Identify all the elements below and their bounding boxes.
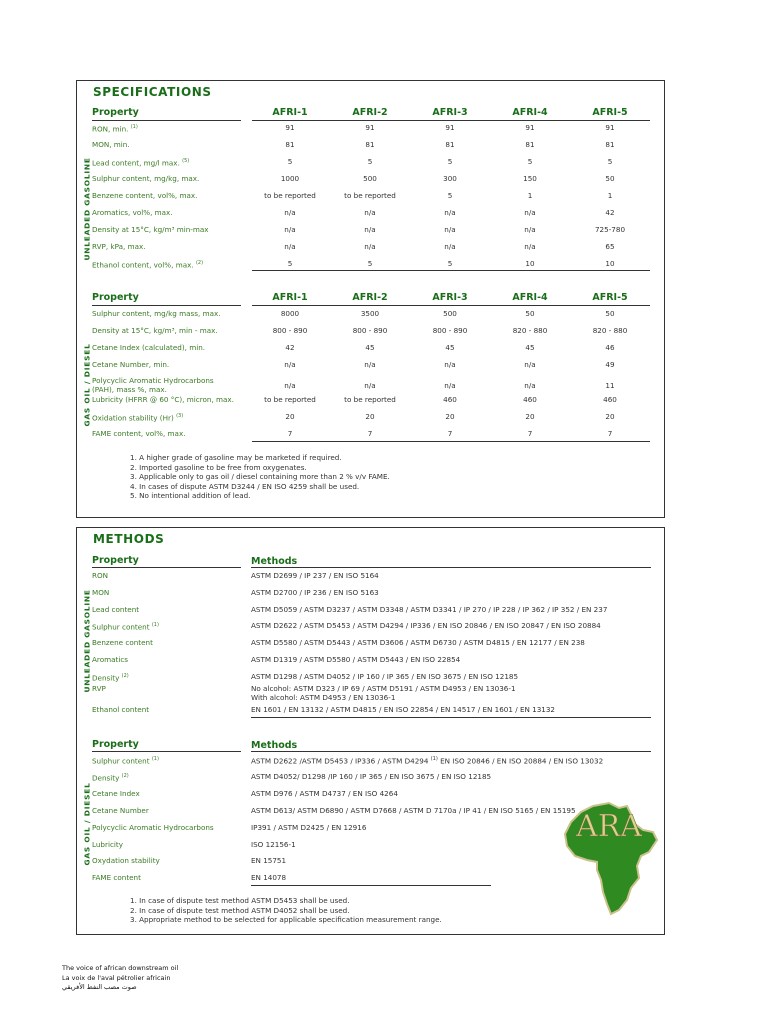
property-label-text: Benzene content — [92, 638, 153, 647]
value-cell: n/a — [284, 225, 296, 234]
value-cell: 20 — [445, 412, 455, 421]
property-label-text: RVP, kPa, max. — [92, 242, 146, 251]
value-cell: 91 — [445, 123, 455, 132]
value-cell: 5 — [287, 157, 293, 166]
property-label-text: Lead content, mg/l max. — [92, 158, 180, 168]
property-label — [92, 140, 130, 149]
header-rule — [92, 120, 241, 121]
specifications-panel — [76, 80, 665, 518]
value-cell: 65 — [605, 242, 615, 251]
property-label — [92, 621, 159, 631]
header-rule — [251, 567, 651, 568]
property-label-text: Sulphur content, mg/kg, max. — [92, 174, 200, 183]
method-value: IP391 / ASTM D2425 / EN 12916 — [251, 823, 367, 832]
property-label — [92, 789, 140, 798]
property-label-text: Aromatics, vol%, max. — [92, 208, 173, 217]
value-cell: 3500 — [360, 309, 380, 318]
value-cell: 5 — [447, 157, 453, 166]
value-cell: 500 — [363, 174, 377, 183]
value-cell: 150 — [523, 174, 537, 183]
property-label — [92, 655, 128, 664]
property-label — [92, 638, 153, 647]
value-cell: n/a — [444, 360, 456, 369]
method-value: ISO 12156-1 — [251, 840, 296, 849]
method-value: EN 15751 — [251, 856, 287, 865]
property-label — [92, 571, 108, 580]
value-cell: 49 — [605, 360, 615, 369]
property-label — [92, 376, 214, 394]
value-cell: 50 — [525, 309, 535, 318]
method-text — [251, 672, 518, 681]
footnote-marker: (3) — [176, 413, 184, 419]
property-label-text: MON — [92, 588, 110, 597]
property-header: Property — [92, 555, 139, 566]
property-label — [92, 123, 138, 133]
value-cell: 5 — [527, 157, 533, 166]
note: 1. In case of dispute test method ASTM D5453 shall be used. — [130, 896, 350, 905]
value-cell: n/a — [364, 242, 376, 251]
method-value: EN 1601 / EN 13132 / ASTM D4815 / EN ISO 22854 / EN 14517 / EN 1601 / EN 13132 — [251, 705, 556, 714]
footnote-marker: (2) — [121, 773, 129, 779]
property-header: Property — [92, 292, 139, 303]
value-cell: 5 — [287, 259, 293, 268]
footnote-marker: (1) — [151, 622, 159, 628]
property-label — [92, 157, 189, 167]
methods-notes — [130, 896, 442, 925]
value-cell: n/a — [524, 360, 536, 369]
method-text — [251, 873, 286, 882]
value-cell: 5 — [367, 157, 373, 166]
property-header: Property — [92, 107, 139, 118]
property-label-text: Density — [92, 673, 120, 683]
property-label-text: Cetane Number — [92, 806, 149, 815]
value-cell: n/a — [444, 381, 456, 390]
value-cell: 7 — [287, 429, 293, 438]
property-label — [92, 806, 149, 815]
value-cell: n/a — [524, 208, 536, 217]
value-cell: 460 — [523, 395, 537, 404]
value-cell: 10 — [605, 259, 615, 268]
method-value: ASTM D5580 / ASTM D5443 / ASTM D3606 / ASTM D6730 / ASTM D4815 / EN 12177 / EN 238 — [251, 638, 585, 647]
side-label-diesel: GAS OIL / DIESEL — [82, 343, 92, 427]
value-cell: 81 — [285, 140, 295, 149]
col-header-afri-5: AFRI-5 — [592, 292, 628, 303]
value-cell: 91 — [365, 123, 375, 132]
property-label-text: RON — [92, 571, 109, 580]
footnote-marker: (2) — [195, 260, 204, 266]
value-cell: n/a — [364, 381, 376, 390]
property-label — [92, 856, 160, 865]
value-cell: 1 — [607, 191, 613, 200]
property-label — [92, 873, 141, 882]
property-label-text: Benzene content, vol%, max. — [92, 191, 198, 200]
table-bottom-rule — [251, 885, 491, 886]
property-label — [92, 772, 129, 782]
method-value: No alcohol: ASTM D323 / IP 69 / ASTM D5191 / ASTM D4953 / EN 13036-1 — [251, 684, 516, 693]
property-label-text: Cetane Index — [92, 789, 140, 798]
value-cell: 1000 — [280, 174, 300, 183]
value-cell: 45 — [365, 343, 375, 352]
method-value: EN ISO 20846 / EN ISO 20884 / EN ISO 13032 — [437, 756, 604, 766]
method-text — [251, 823, 366, 832]
property-label-text: (PAH), mass %, max. — [92, 385, 167, 394]
value-cell: 460 — [603, 395, 617, 404]
property-label — [92, 326, 218, 335]
footnote-marker: (1) — [430, 756, 438, 762]
value-cell: 81 — [365, 140, 375, 149]
property-label-text: Polycyclic Aromatic Hydrocarbons — [92, 376, 214, 385]
value-cell: n/a — [524, 381, 536, 390]
ara-logo — [561, 800, 661, 920]
property-label-text: Aromatics — [92, 655, 129, 664]
method-text — [251, 755, 603, 765]
methods-header: Methods — [251, 556, 298, 567]
value-cell: 460 — [443, 395, 457, 404]
value-cell: n/a — [444, 208, 456, 217]
col-header-afri-1: AFRI-1 — [272, 107, 308, 118]
property-label — [92, 412, 183, 422]
note: 5. No intentional addition of lead. — [130, 491, 251, 500]
property-label — [92, 823, 214, 832]
property-label-text: Oxidation stability (Hr) — [92, 413, 174, 423]
value-cell: n/a — [524, 225, 536, 234]
method-text — [251, 638, 585, 647]
method-value: ASTM D5059 / ASTM D3237 / ASTM D3348 / ASTM D3341 / IP 270 / IP 228 / IP 362 / IP 352 / EN 237 — [251, 605, 608, 614]
method-text — [251, 588, 379, 597]
col-header-afri-4: AFRI-4 — [512, 107, 548, 118]
value-cell: 20 — [365, 412, 375, 421]
property-label — [92, 191, 197, 200]
method-text — [251, 856, 286, 865]
property-label — [92, 588, 109, 597]
method-value: ASTM D2700 / IP 236 / EN ISO 5163 — [251, 588, 379, 597]
method-value: ASTM D2622 /ASTM D5453 / IP336 / ASTM D4294 — [251, 756, 429, 766]
property-label — [92, 684, 106, 693]
property-label — [92, 705, 149, 714]
value-cell: n/a — [524, 242, 536, 251]
property-label-text: Ethanol content, vol%, max. — [92, 260, 194, 270]
value-cell: to be reported — [264, 191, 316, 200]
method-value: ASTM D976 / ASTM D4737 / EN ISO 4264 — [251, 789, 398, 798]
property-label — [92, 360, 169, 369]
note: 2. In case of dispute test method ASTM D4052 shall be used. — [130, 905, 350, 915]
note: 2. Imported gasoline to be free from oxygenates. — [130, 462, 307, 472]
value-cell: 42 — [285, 343, 295, 352]
col-header-afri-3: AFRI-3 — [432, 292, 468, 303]
method-value: ASTM D2699 / IP 237 / EN ISO 5164 — [251, 571, 379, 580]
header-rule — [92, 305, 241, 306]
property-label-text: Cetane Number, min. — [92, 360, 170, 369]
col-header-afri-5: AFRI-5 — [592, 107, 628, 118]
property-label-text: FAME content — [92, 873, 141, 882]
value-cell: 10 — [525, 259, 535, 268]
value-cell: 5 — [607, 157, 613, 166]
method-text — [251, 655, 460, 664]
logo-text: ARA — [576, 809, 642, 844]
value-cell: 8000 — [280, 309, 300, 318]
value-cell: 81 — [525, 140, 535, 149]
property-label-text: FAME content, vol%, max. — [92, 429, 186, 438]
methods-header: Methods — [251, 740, 298, 751]
side-label-gasoline: UNLEADED GASOLINE — [82, 157, 92, 261]
value-cell: 820 - 880 — [592, 326, 628, 335]
method-value: ASTM D613/ ASTM D6890 / ASTM D7668 / ASTM D 7170a / IP 41 / EN ISO 5165 / EN 15195 — [251, 806, 576, 815]
value-cell: n/a — [444, 242, 456, 251]
method-text — [251, 605, 607, 614]
method-value: ASTM D1319 / ASTM D5580 / ASTM D5443 / EN ISO 22854 — [251, 655, 461, 664]
specifications-notes — [130, 453, 390, 501]
property-label — [92, 429, 186, 438]
value-cell: 20 — [525, 412, 535, 421]
value-cell: 500 — [443, 309, 457, 318]
property-label — [92, 174, 199, 183]
footnote-marker: (5) — [182, 158, 190, 164]
value-cell: 20 — [285, 412, 295, 421]
value-cell: 91 — [605, 123, 615, 132]
value-cell: 81 — [605, 140, 615, 149]
property-label-text: Lubricity — [92, 840, 123, 849]
value-cell: n/a — [284, 208, 296, 217]
method-text — [251, 840, 296, 849]
value-cell: 7 — [527, 429, 533, 438]
property-label — [92, 840, 123, 849]
value-cell: 725-780 — [594, 225, 626, 234]
value-cell: to be reported — [344, 395, 396, 404]
method-text — [251, 806, 576, 815]
value-cell: 20 — [605, 412, 615, 421]
tagline-ar: صوت مصب النفط الأفريقي — [62, 983, 137, 991]
method-value: With alcohol: ASTM D4953 / EN 13036-1 — [251, 693, 396, 702]
method-value: ASTM D2622 / ASTM D5453 / ASTM D4294 / IP336 / EN ISO 20846 / EN ISO 20847 / EN ISO 20884 — [251, 621, 601, 630]
value-cell: 5 — [447, 191, 453, 200]
col-header-afri-4: AFRI-4 — [512, 292, 548, 303]
method-value: ASTM D4052/ D1298 /IP 160 / IP 365 / EN ISO 3675 / EN ISO 12185 — [251, 772, 492, 781]
property-label-text: Density at 15°C, kg/m³ min-max — [92, 225, 209, 234]
property-label — [92, 208, 173, 217]
value-cell: 45 — [445, 343, 455, 352]
value-cell: 1 — [527, 191, 533, 200]
col-header-afri-2: AFRI-2 — [352, 107, 388, 118]
value-cell: n/a — [284, 360, 296, 369]
property-label-text: Lead content — [92, 605, 140, 614]
property-label-text: RON, min. — [92, 124, 129, 134]
property-label — [92, 605, 139, 614]
header-rule — [92, 751, 241, 752]
property-label-text: Oxydation stability — [92, 856, 160, 865]
value-cell: n/a — [364, 360, 376, 369]
property-label-text: Sulphur content, mg/kg mass, max. — [92, 309, 221, 318]
method-value: ASTM D1298 / ASTM D4052 / IP 160 / IP 365 / EN ISO 3675 / EN ISO 12185 — [251, 672, 519, 681]
method-text — [251, 621, 601, 630]
header-rule — [252, 305, 650, 306]
method-text — [251, 571, 379, 580]
specifications-title: SPECIFICATIONS — [93, 85, 212, 99]
property-label-text: Density — [92, 773, 120, 783]
header-rule — [252, 120, 650, 121]
value-cell: n/a — [364, 225, 376, 234]
value-cell: 50 — [605, 174, 615, 183]
property-label-text: Cetane Index (calculated), min. — [92, 343, 206, 352]
value-cell: n/a — [284, 242, 296, 251]
value-cell: n/a — [284, 381, 296, 390]
value-cell: 800 - 890 — [432, 326, 468, 335]
col-header-afri-1: AFRI-1 — [272, 292, 308, 303]
property-label — [92, 242, 146, 251]
value-cell: 50 — [605, 309, 615, 318]
value-cell: 7 — [367, 429, 373, 438]
value-cell: 7 — [607, 429, 613, 438]
table-bottom-rule — [251, 717, 651, 718]
note: 1. A higher grade of gasoline may be marketed if required. — [130, 453, 342, 462]
value-cell: 11 — [605, 381, 615, 390]
value-cell: 800 - 890 — [352, 326, 388, 335]
property-label-text: Sulphur content — [92, 622, 150, 632]
value-cell: 81 — [445, 140, 455, 149]
value-cell: to be reported — [344, 191, 396, 200]
side-label-gasoline: UNLEADED GASOLINE — [82, 589, 92, 693]
footnote-marker: (1) — [130, 124, 138, 130]
property-label — [92, 755, 159, 765]
header-rule — [92, 567, 241, 568]
note: 3. Appropriate method to be selected for applicable specification measurement range. — [130, 915, 442, 924]
value-cell: 91 — [525, 123, 535, 132]
value-cell: n/a — [444, 225, 456, 234]
value-cell: 300 — [443, 174, 457, 183]
property-label — [92, 225, 209, 234]
property-header: Property — [92, 739, 139, 750]
value-cell: 800 - 890 — [272, 326, 308, 335]
tagline-fr: La voix de l'aval pétrolier africain — [62, 973, 171, 982]
header-rule — [251, 751, 651, 752]
value-cell: 42 — [605, 208, 615, 217]
table-bottom-rule — [252, 441, 650, 442]
property-label — [92, 395, 234, 404]
value-cell: 46 — [605, 343, 615, 352]
property-label-text: MON, min. — [92, 140, 130, 149]
method-text — [251, 705, 555, 714]
property-label-text: Ethanol content — [92, 705, 150, 714]
table-bottom-rule — [252, 270, 650, 271]
col-header-afri-2: AFRI-2 — [352, 292, 388, 303]
value-cell: to be reported — [264, 395, 316, 404]
value-cell: 820 - 880 — [512, 326, 548, 335]
value-cell: 45 — [525, 343, 535, 352]
col-header-afri-3: AFRI-3 — [432, 107, 468, 118]
property-label-text: Density at 15°C, kg/m³, min - max. — [92, 326, 218, 335]
property-label-text: RVP — [92, 684, 106, 693]
property-label — [92, 259, 203, 269]
property-label — [92, 309, 221, 318]
value-cell: 5 — [367, 259, 373, 268]
method-text — [251, 684, 516, 702]
property-label-text: Sulphur content — [92, 756, 150, 766]
method-text — [251, 789, 398, 798]
value-cell: n/a — [364, 208, 376, 217]
method-value: EN 14078 — [251, 873, 287, 882]
footnote-marker: (2) — [121, 673, 129, 679]
value-cell: 7 — [447, 429, 453, 438]
property-label — [92, 343, 205, 352]
note: 4. In cases of dispute ASTM D3244 / EN ISO 4259 shall be used. — [130, 481, 360, 491]
note: 3. Applicable only to gas oil / diesel containing more than 2 % v/v FAME. — [130, 472, 390, 481]
side-label-diesel: GAS OIL / DIESEL — [82, 782, 92, 866]
value-cell: 5 — [447, 259, 453, 268]
tagline — [62, 964, 178, 993]
property-label — [92, 672, 129, 682]
footnote-marker: (1) — [151, 756, 159, 762]
tagline-en: The voice of african downstream oil — [62, 964, 179, 972]
methods-title: METHODS — [93, 532, 165, 546]
property-label-text: Lubricity (HFRR @ 60 °C), micron, max. — [92, 395, 234, 404]
method-text — [251, 772, 491, 781]
value-cell: 91 — [285, 123, 295, 132]
property-label-text: Polycyclic Aromatic Hydrocarbons — [92, 823, 214, 832]
